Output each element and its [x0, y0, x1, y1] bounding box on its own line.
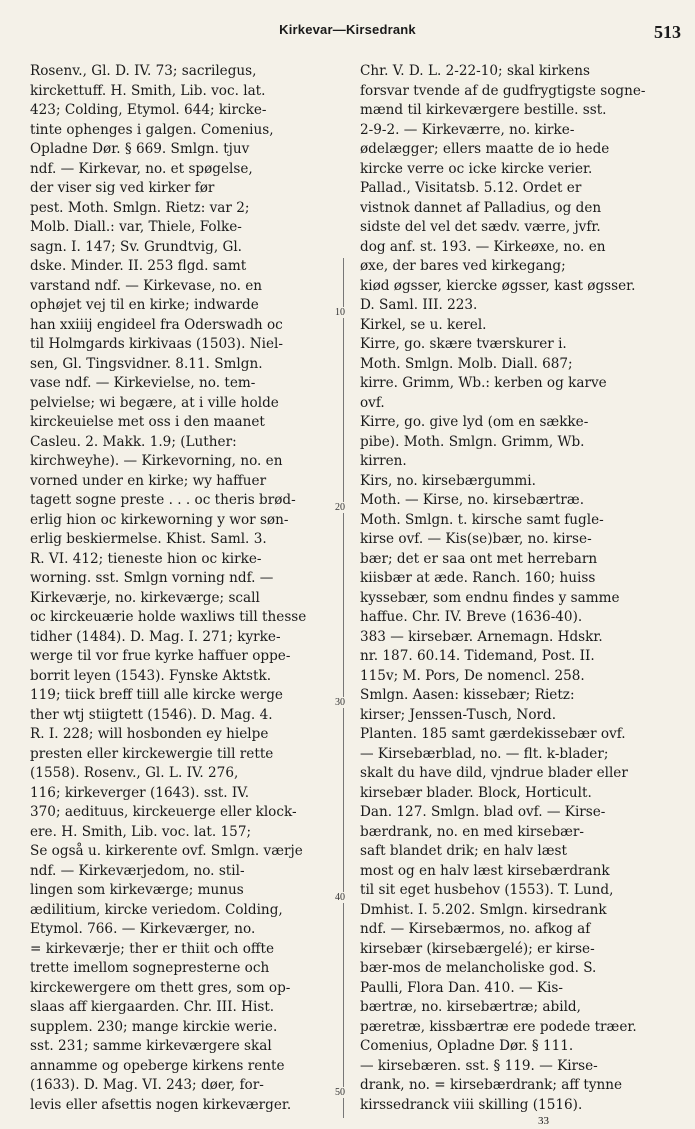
text-line: 119; tiick breff tiill alle kircke werge	[30, 687, 283, 703]
text-line: levis eller afsettis nogen kirkeværger.	[30, 1096, 292, 1113]
text-line: sagn. I. 147; Sv. Grundtvig, Gl.	[30, 238, 242, 255]
text-line: kirckewergere om thett gres, som op-	[30, 979, 291, 996]
text-line: erlig hion oc kirkeworning y wor søn-	[30, 511, 289, 528]
text-line: werge til vor frue kyrke haffuer oppe-	[30, 648, 291, 664]
text-line: presten eller kirckewergie till rette	[30, 745, 274, 762]
text-line: sst. 231; samme kirkeværgere skal	[30, 1038, 272, 1054]
text-line: (1633). D. Mag. VI. 243; døer, for-	[30, 1077, 264, 1093]
text-line: Kirre, go. skære tværskurer i.	[360, 336, 567, 352]
running-head: Kirkevar—Kirsedrank	[279, 22, 416, 37]
text-line: ther wtj stiigtett (1546). D. Mag. 4.	[30, 706, 273, 723]
page-header	[0, 22, 695, 44]
text-line: erlig beskiermelse. Khist. Saml. 3.	[30, 531, 267, 547]
text-line: Paulli, Flora Dan. 410. — Kis-	[360, 979, 563, 996]
text-line: ødelægger; ellers maatte de io hede	[360, 141, 610, 157]
text-line: ndf. — Kirkevar, no. et spøgelse,	[30, 160, 253, 177]
text-line: — kirsebæren. sst. § 119. — Kirse-	[360, 1057, 598, 1074]
text-line: kirser; Jenssen-Tusch, Nord.	[360, 706, 557, 723]
text-line: lingen som kirkeværge; munus	[30, 882, 244, 898]
text-line: 116; kirkeverger (1643). sst. IV.	[30, 784, 250, 801]
text-line: Pallad., Visitatsb. 5.12. Ordet er	[360, 180, 582, 196]
text-line: pelvielse; wi begære, at i ville holde	[30, 394, 279, 411]
text-line: Smlgn. Aasen: kissebær; Rietz:	[360, 687, 575, 703]
text-line: 383 — kirsebær. Arnemagn. Hdskr.	[360, 628, 603, 645]
text-line: R. I. 228; will hosbonden ey hielpe	[30, 726, 269, 742]
text-line: Moth. Smlgn. t. kirsche samt fugle-	[360, 511, 604, 528]
text-line: kiød øgsser, kiercke øgsser, kast øgsser.	[360, 277, 636, 294]
text-line: forsvar tvende af de gudfrygtigste sogne-	[360, 82, 646, 99]
page-number: 513	[654, 22, 681, 42]
left-column	[30, 62, 336, 1115]
text-line: Etymol. 766. — Kirkeværger, no.	[30, 921, 256, 937]
text-line: most og en halv læst kirsebærdrank	[360, 862, 610, 879]
text-line: 2-9-2. — Kirkeværre, no. kirke-	[360, 121, 575, 138]
text-line: Kirkeværje, no. kirkeværge; scall	[30, 589, 260, 606]
line-number-10: 10	[335, 307, 345, 318]
text-line: oc kirckeuærie holde waxliws till thesse	[30, 609, 307, 625]
text-line: bær; det er saa ont met herrebarn	[360, 550, 598, 567]
text-line: supplem. 230; mange kirckie werie.	[30, 1018, 278, 1035]
text-line: bær-mos de melancholiske god. S.	[360, 960, 597, 976]
text-line: Planten. 185 samt gærdekissebær ovf.	[360, 726, 626, 742]
text-line: der viser sig ved kirker før	[30, 180, 215, 196]
text-line: sidste del vel det sædv. værre, jvfr.	[360, 219, 601, 235]
text-line: kiisbær at æde. Ranch. 160; huiss	[360, 570, 596, 586]
text-line: dske. Minder. II. 253 flgd. samt	[30, 258, 247, 274]
text-line: til sit eget husbehov (1553). T. Lund,	[360, 882, 614, 898]
text-line: 115v; M. Pors, De nomencl. 258.	[360, 667, 585, 684]
text-line: pæretræ, kissbærtræ ere podede træer.	[360, 1018, 637, 1035]
text-line: vase ndf. — Kirkevielse, no. tem-	[30, 375, 256, 391]
text-line: D. Saml. III. 223.	[360, 297, 478, 313]
text-line: han xxiiij engideel fra Oderswadh oc	[30, 316, 283, 333]
text-line: til Holmgards kirkivaas (1503). Niel-	[30, 336, 283, 352]
text-line: kirckettuff. H. Smith, Lib. voc. lat.	[30, 82, 266, 99]
text-line: kirse ovf. — Kis(se)bær, no. kirse-	[360, 531, 592, 547]
text-line: ædilitium, kircke veriedom. Colding,	[30, 901, 283, 918]
text-line: kirre. Grimm, Wb.: kerben og karve	[360, 375, 607, 391]
line-number-30: 30	[335, 697, 345, 708]
text-line: Moth. — Kirse, no. kirsebærtræ.	[360, 492, 585, 508]
text-line: varstand ndf. — Kirkevase, no. en	[30, 277, 263, 294]
text-line: pibe). Moth. Smlgn. Grimm, Wb.	[360, 433, 585, 450]
text-line: pest. Moth. Smlgn. Rietz: var 2;	[30, 199, 250, 216]
text-line: kirsebær (kirsebærgelé); er kirse-	[360, 940, 595, 957]
right-column	[360, 62, 680, 1115]
text-line: nr. 187. 60.14. Tidemand, Post. II.	[360, 648, 595, 664]
text-line: Dmhist. I. 5.202. Smlgn. kirsedrank	[360, 901, 607, 918]
text-line: sen, Gl. Tingsvidner. 8.11. Smlgn.	[30, 355, 263, 372]
text-line: vistnok dannet af Palladius, og den	[360, 199, 602, 216]
text-line: kirckeuielse met oss i den maanet	[30, 414, 265, 430]
text-line: Moth. Smlgn. Molb. Diall. 687;	[360, 355, 573, 372]
text-line: saft blandet drik; en halv læst	[360, 843, 567, 859]
text-line: bærtræ, no. kirsebærtræ; abild,	[360, 999, 581, 1015]
text-line: Chr. V. D. L. 2-22-10; skal kirkens	[360, 63, 591, 79]
text-line: kircke verre oc icke kircke verier.	[360, 160, 593, 177]
text-line: ndf. — Kirsebærmos, no. afkog af	[360, 921, 591, 937]
text-line: vorned under en kirke; wy haffuer	[30, 472, 267, 489]
text-line: 423; Colding, Etymol. 644; kircke-	[30, 102, 267, 118]
text-line: haffue. Chr. IV. Breve (1636-40).	[360, 609, 583, 625]
text-line: 370; aedituus, kirckeuerge eller klock-	[30, 804, 297, 820]
text-line: kyssebær, som endnu findes y samme	[360, 589, 620, 606]
text-line: kirssedranck viii skilling (1516).	[360, 1096, 583, 1113]
text-line: Se også u. kirkerente ovf. Smlgn. værje	[30, 843, 303, 859]
text-line: Casleu. 2. Makk. 1.9; (Luther:	[30, 433, 237, 450]
text-line: Kirkel, se u. kerel.	[360, 316, 487, 333]
text-line: tagett sogne preste . . . oc theris brød-	[30, 492, 296, 508]
text-line: øxe, der bares ved kirkegang;	[360, 258, 566, 274]
text-line: Kirs, no. kirsebærgummi.	[360, 472, 536, 489]
text-line: dog anf. st. 193. — Kirkeøxe, no. en	[360, 238, 606, 255]
text-line: annamme og opeberge kirkens rente	[30, 1057, 285, 1074]
text-line: drank, no. = kirsebærdrank; aff tynne	[360, 1077, 623, 1093]
text-line: kirsebær blader. Block, Horticult.	[360, 784, 592, 801]
text-line: kirchweyhe). — Kirkevorning, no. en	[30, 453, 283, 469]
text-line: kirren.	[360, 453, 407, 469]
text-line: Comenius, Opladne Dør. § 111.	[360, 1038, 574, 1054]
text-line: Opladne Dør. § 669. Smlgn. tjuv	[30, 141, 250, 157]
text-line: Dan. 127. Smlgn. blad ovf. — Kirse-	[360, 804, 606, 820]
text-line: tidher (1484). D. Mag. I. 271; kyrke-	[30, 628, 281, 645]
text-line: R. VI. 412; tieneste hion oc kirke-	[30, 550, 262, 567]
text-line: tinte ophenges i galgen. Comenius,	[30, 121, 274, 138]
text-line: bærdrank, no. en med kirsebær-	[360, 823, 585, 840]
text-line: skalt du have dild, vjndrue blader eller	[360, 765, 628, 781]
text-line: Kirre, go. give lyd (om en sække-	[360, 414, 589, 430]
line-number-50: 50	[335, 1087, 345, 1098]
text-line: Molb. Diall.: var, Thiele, Folke-	[30, 219, 242, 235]
text-line: borrit leyen (1543). Fynske Aktstk.	[30, 667, 272, 684]
text-line: worning. sst. Smlgn vorning ndf. —	[30, 570, 274, 586]
text-line: ophøjet vej til en kirke; indwarde	[30, 297, 259, 313]
text-line: — Kirsebærblad, no. — flt. k-blader;	[360, 745, 609, 762]
signature-mark: 33	[538, 1115, 549, 1127]
text-line: mænd til kirkeværgere bestille. sst.	[360, 102, 607, 118]
line-number-40: 40	[335, 892, 345, 903]
column-rule	[343, 258, 344, 1118]
text-line: ndf. — Kirkeværjedom, no. stil-	[30, 862, 245, 879]
text-line: ere. H. Smith, Lib. voc. lat. 157;	[30, 823, 252, 840]
text-line: trette imellom sognepresterne och	[30, 960, 270, 976]
text-line: (1558). Rosenv., Gl. L. IV. 276,	[30, 765, 239, 781]
line-number-20: 20	[335, 502, 345, 513]
text-line: slaas aff kiergaarden. Chr. III. Hist.	[30, 999, 275, 1015]
text-line: Rosenv., Gl. D. IV. 73; sacrilegus,	[30, 63, 257, 79]
text-line: ovf.	[360, 394, 385, 411]
text-line: = kirkeværje; ther er thiit och offte	[30, 940, 275, 957]
